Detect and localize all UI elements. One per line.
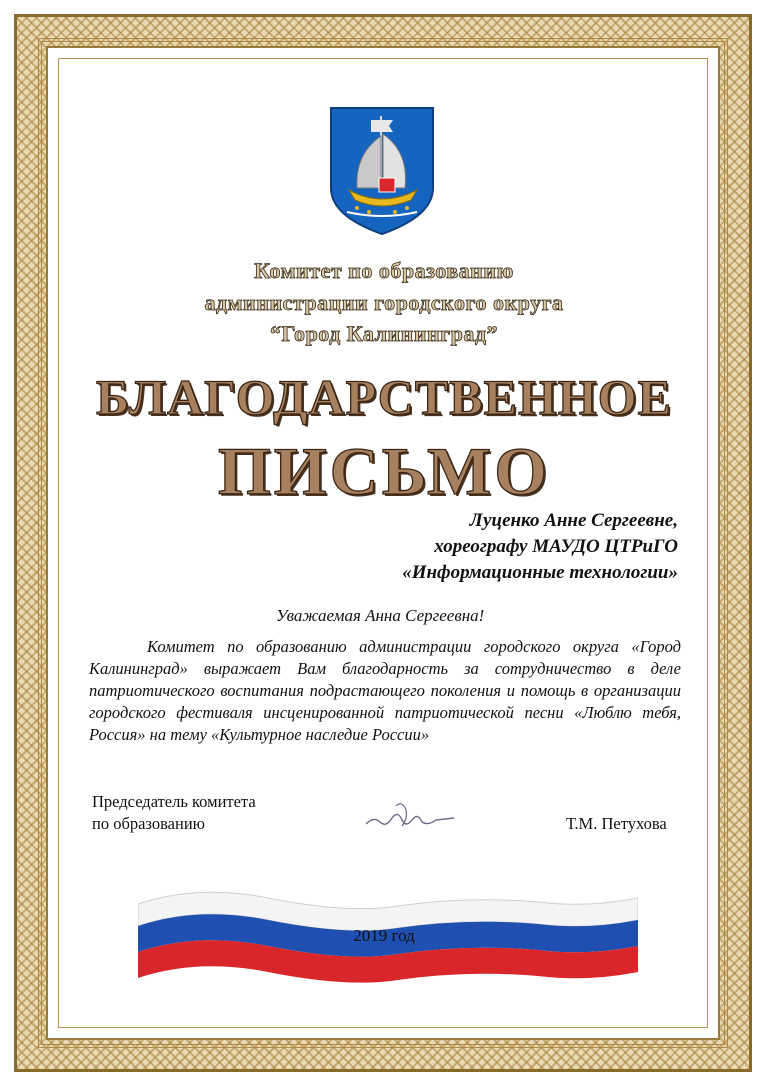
signatory-position-line-1: Председатель комитета	[92, 792, 256, 811]
greeting: Уважаемая Анна Сергеевна!	[276, 606, 485, 625]
recipient-position: хореографу МАУДО ЦТРиГО	[434, 536, 678, 557]
recipient-organization: «Информационные технологии»	[402, 562, 678, 583]
organization-line-3: “Город Калининград”	[269, 321, 499, 346]
letter-body: Комитет по образованию администрации городского округа «Город Калининград» выражает Вам благодарность за сотрудничество в деле патриотического воспитания подрастающего поколения и помощь в организации городского фестиваля инсценированной патриотической песни «Люблю тебя, Россия» на тему «Культурное наследие России»	[89, 637, 681, 744]
document-year: 2019 год	[353, 926, 415, 945]
organization-line-1: Комитет по образованию	[254, 258, 514, 283]
handwritten-signature-icon	[362, 796, 458, 838]
signatory-name: Т.М. Петухова	[566, 814, 667, 833]
kaliningrad-coat-of-arms-icon	[327, 104, 437, 236]
document-title-line-1: БЛАГОДАРСТВЕННОЕ	[96, 369, 672, 425]
signatory-position-line-2: по образованию	[92, 814, 205, 833]
organization-line-2: администрации городского округа	[204, 290, 564, 315]
document-title-line-2: ПИСЬМО	[217, 433, 551, 509]
recipient-name: Луценко Анне Сергеевне,	[469, 510, 678, 531]
